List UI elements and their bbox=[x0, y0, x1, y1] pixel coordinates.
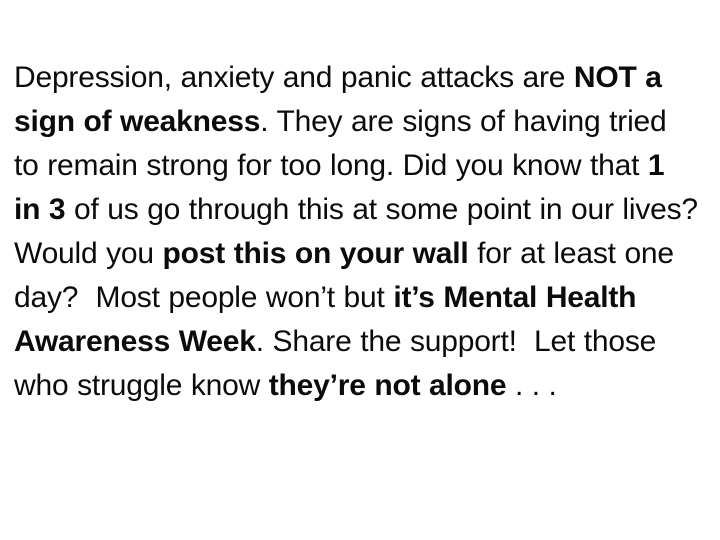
text-segment: . They are signs of having tried to remain strong for too long. Did you know that bbox=[14, 105, 676, 182]
awareness-message-text bbox=[14, 56, 707, 408]
emphasized-text-segment: post this on your wall bbox=[162, 237, 469, 270]
emphasized-text-segment: it’s Mental Health Awareness Week bbox=[14, 281, 644, 358]
emphasized-text-segment: 1 in 3 bbox=[14, 149, 674, 226]
text-segment: . Share the support! Let those who struggle know bbox=[14, 325, 665, 402]
text-segment: for at least one day? Most people won’t but bbox=[14, 237, 683, 314]
emphasized-text-segment: NOT a sign of weakness bbox=[14, 61, 671, 138]
text-segment: of us go through this at some point in our lives? Would you bbox=[14, 193, 707, 270]
emphasized-text-segment: they’re not alone bbox=[268, 369, 507, 402]
text-segment: . . . bbox=[506, 369, 557, 402]
text-segment: Depression, anxiety and panic attacks are bbox=[14, 61, 574, 94]
